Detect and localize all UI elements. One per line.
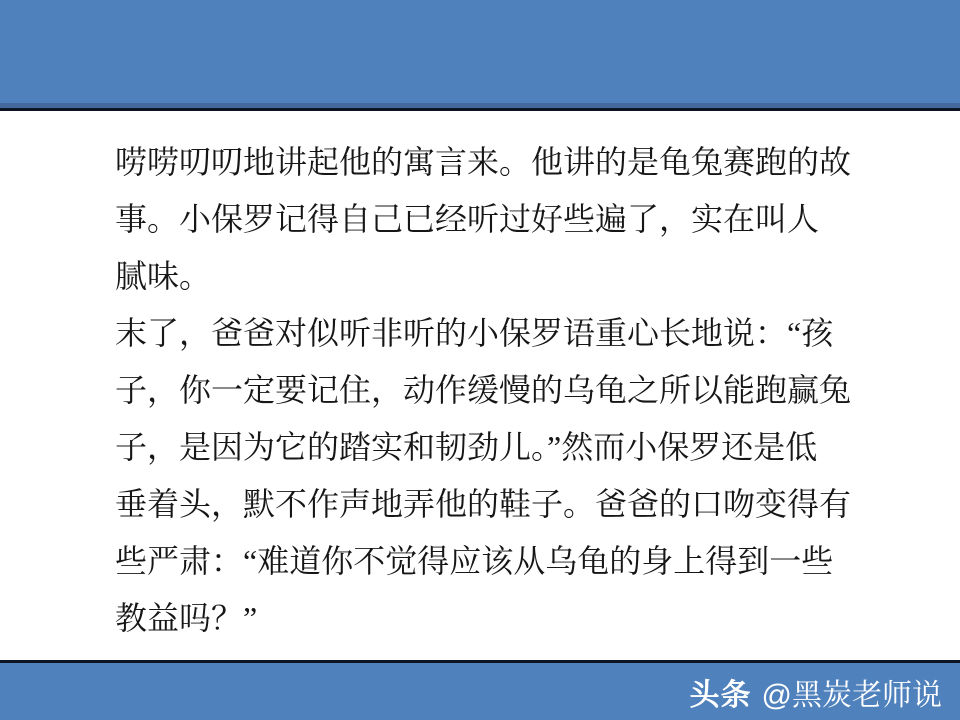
body-text-line: 教益吗？” [115, 600, 258, 636]
body-text-line: 事。小保罗记得自己已经听过好些遍了，实在叫人 [115, 201, 820, 237]
header-band-edge-dark [0, 108, 960, 111]
body-text [115, 134, 865, 647]
body-text-line: 末了，爸爸对似听非听的小保罗语重心长地说：“孩 [115, 315, 834, 351]
body-text-line: 唠唠叨叨地讲起他的寓言来。他讲的是龟兔赛跑的故 [115, 144, 852, 180]
watermark [690, 670, 942, 714]
body-text-line: 些严肃：“难道你不觉得应该从乌龟的身上得到一些 [115, 543, 834, 579]
body-text-line: 腻味。 [115, 258, 212, 294]
header-band [0, 0, 960, 103]
body-text-line: 子，你一定要记住，动作缓慢的乌龟之所以能跑赢兔 [115, 372, 852, 408]
footer-band [0, 663, 960, 720]
brand-handle: @黑炭老师说 [761, 678, 942, 712]
body-text-line: 子，是因为它的踏实和韧劲儿。”然而小保罗还是低 [115, 429, 818, 465]
body-text-line: 垂着头，默不作声地弄他的鞋子。爸爸的口吻变得有 [115, 486, 852, 522]
brand-logo: 头条 [689, 678, 752, 712]
